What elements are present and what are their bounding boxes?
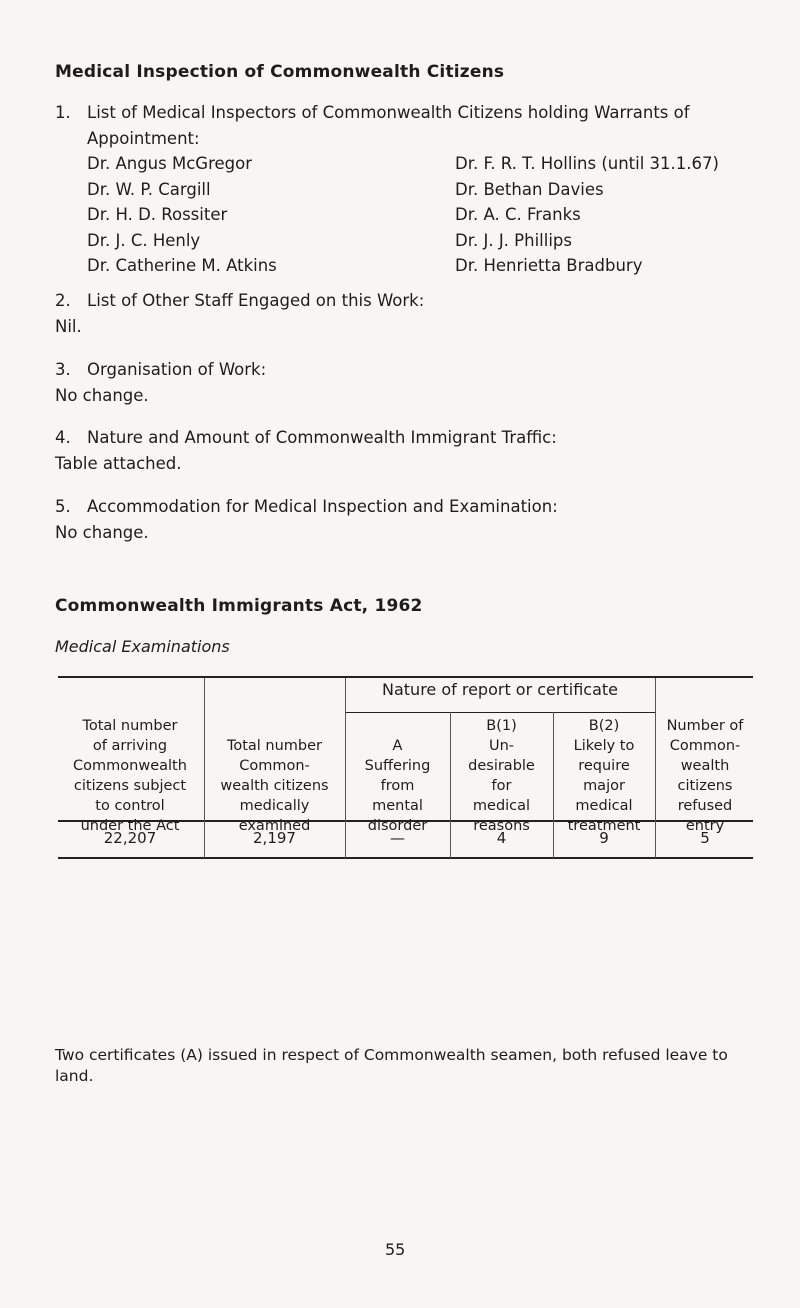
item-number: 1. [55, 103, 71, 122]
column-header: A Suffering from mental disorder [364, 738, 431, 834]
table-bottom-rule [58, 857, 753, 859]
inspector-name: Dr. A. C. Franks [455, 205, 581, 224]
act-heading: Commonwealth Immigrants Act, 1962 [55, 596, 423, 616]
item-value: No change. [55, 523, 149, 542]
inspector-name: Dr. Henrietta Bradbury [455, 256, 643, 275]
table-cell: 9 [599, 829, 609, 847]
item-value: Nil. [55, 317, 82, 336]
table-cell: 4 [496, 829, 507, 847]
inspector-name: Dr. J. J. Phillips [455, 230, 572, 250]
table-group-header: Nature of report or certificate [382, 680, 618, 699]
inspector-name: Dr. Bethan Davies [455, 179, 604, 199]
table-cell: 22,207 [103, 829, 157, 847]
item-number: 2. [55, 291, 71, 310]
column-header: Total number Common- wealth citizens medically examined [220, 738, 329, 834]
footnote: Two certificates (A) issued in respect of Commonwealth seamen, both refused leave to land. [55, 1046, 728, 1085]
page-number: 55 [385, 1240, 406, 1259]
table-cell: 5 [700, 829, 710, 847]
item-number: 3. [55, 360, 71, 379]
item-heading: List of Medical Inspectors of Commonwealth Citizens holding Warrants of [87, 103, 690, 122]
item-number: 4. [55, 428, 71, 447]
inspector-list-right [455, 151, 719, 279]
item-heading: List of Other Staff Engaged on this Work: [87, 291, 425, 310]
inspector-name: Dr. Angus McGregor [87, 154, 252, 173]
inspector-name: Dr. H. D. Rossiter [87, 205, 228, 224]
column-header: B(1) Un- desirable for medical reasons [468, 718, 535, 834]
item-number: 5. [55, 497, 71, 516]
inspector-list-left [87, 151, 277, 279]
table-top-rule [58, 676, 753, 678]
column-header: B(2) Likely to require major medical treatment [567, 718, 641, 834]
table-cell: — [390, 829, 405, 847]
column-header: Number of Common- wealth citizens refused entry [666, 718, 744, 834]
inspector-name: Dr. Catherine M. Atkins [87, 256, 277, 275]
item-value: Table attached. [55, 454, 182, 473]
table-cell: 2,197 [253, 829, 296, 847]
inspector-name: Dr. W. P. Cargill [87, 179, 211, 199]
item-heading: Nature and Amount of Commonwealth Immigrant Traffic: [87, 428, 557, 447]
item-heading: Accommodation for Medical Inspection and Examination: [87, 497, 558, 516]
item-value: No change. [55, 386, 149, 405]
page-title: Medical Inspection of Commonwealth Citizens [55, 62, 505, 82]
table-subheading: Medical Examinations [55, 637, 230, 656]
column-header: Total number of arriving Commonwealth citizens subject to control under the Act [73, 718, 187, 834]
group-rule [345, 712, 655, 713]
item-heading-cont: Appointment: [87, 129, 200, 148]
inspector-name: Dr. F. R. T. Hollins (until 31.1.67) [455, 154, 719, 173]
item-heading: Organisation of Work: [87, 360, 267, 379]
inspector-name: Dr. J. C. Henly [87, 230, 201, 250]
